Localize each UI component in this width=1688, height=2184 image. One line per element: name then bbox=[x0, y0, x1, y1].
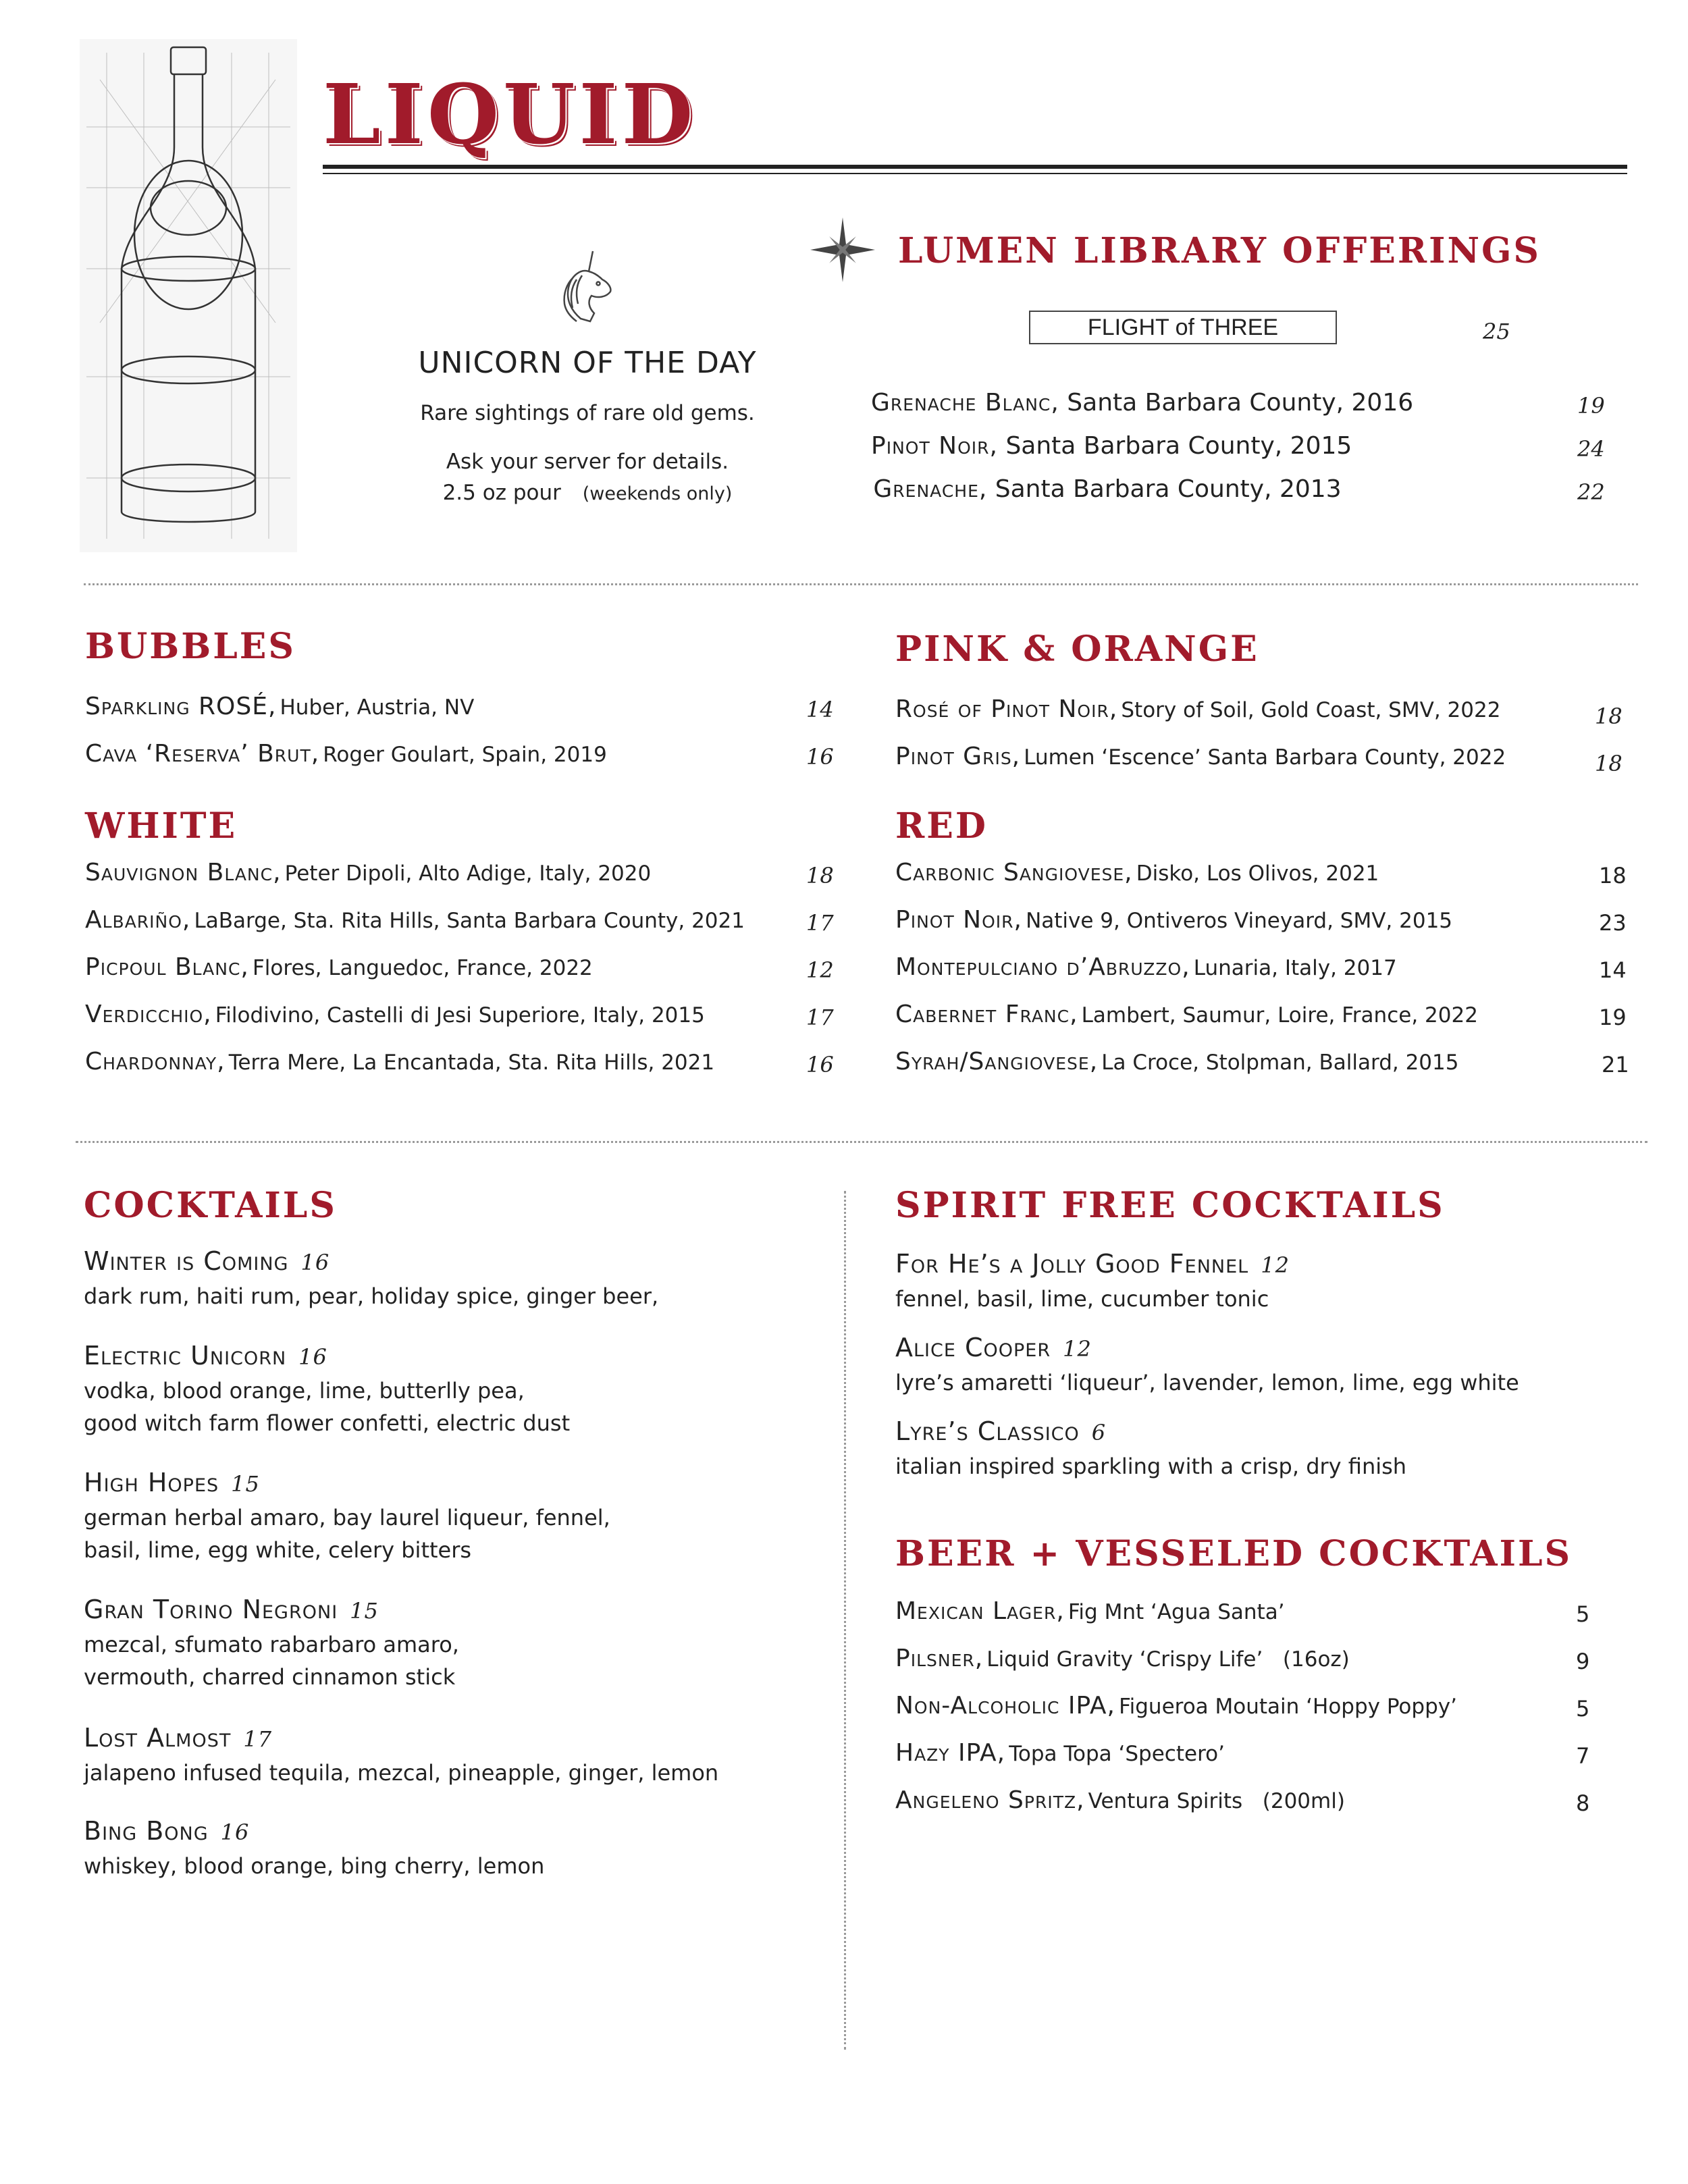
menu-item bbox=[85, 1001, 705, 1028]
item-name: Cabernet Franc, bbox=[895, 1001, 1078, 1028]
cocktail-description: good witch farm flower confetti, electric dust bbox=[84, 1410, 571, 1436]
item-name: Non-Alcoholic IPA, bbox=[895, 1692, 1115, 1720]
menu-item bbox=[895, 1048, 1458, 1075]
cocktail-title: High Hopes bbox=[84, 1468, 219, 1497]
cocktail-price: 15 bbox=[231, 1471, 260, 1497]
item-price: 14 bbox=[1599, 957, 1627, 983]
item-detail: Lunaria, Italy, 2017 bbox=[1193, 956, 1397, 980]
item-name: Chardonnay, bbox=[85, 1048, 226, 1075]
item-detail: Topa Topa ‘Spectero’ bbox=[1009, 1742, 1225, 1766]
cocktail-price: 17 bbox=[243, 1726, 273, 1752]
divider-middle bbox=[76, 1141, 1647, 1143]
item-name: Sauvignon Blanc, bbox=[85, 859, 282, 886]
flight-of-three-box: FLIGHT of THREE bbox=[1029, 311, 1337, 344]
menu-item bbox=[895, 743, 1506, 770]
menu-item bbox=[85, 906, 745, 934]
item-detail: Fig Mnt ‘Agua Santa’ bbox=[1067, 1600, 1285, 1624]
cocktail-title: Lost Almost bbox=[84, 1723, 232, 1753]
menu-item bbox=[895, 859, 1379, 886]
item-detail: Liquid Gravity ‘Crispy Life’ (16oz) bbox=[986, 1647, 1350, 1672]
cocktail-name bbox=[84, 1341, 327, 1370]
spirit-free-title: SPIRIT FREE COCKTAILS bbox=[895, 1185, 1445, 1226]
item-price: 9 bbox=[1576, 1649, 1590, 1674]
unicorn-description: Rare sightings of rare old gems. bbox=[420, 401, 755, 425]
item-detail: LaBarge, Sta. Rita Hills, Santa Barbara County, 2021 bbox=[194, 909, 745, 933]
lumen-item-price: 19 bbox=[1577, 393, 1605, 419]
item-name: Angeleno Spritz, bbox=[895, 1786, 1085, 1814]
menu-item bbox=[895, 1645, 1350, 1672]
bubbles-title: BUBBLES bbox=[85, 626, 296, 667]
cocktail-title: Electric Unicorn bbox=[84, 1341, 287, 1370]
item-name: Montepulciano d’Abruzzo, bbox=[895, 953, 1190, 981]
cocktails-title: COCKTAILS bbox=[84, 1185, 337, 1226]
item-name: Carbonic Sangiovese, bbox=[895, 859, 1133, 886]
title-rule-thick bbox=[323, 165, 1627, 169]
item-detail: Figueroa Moutain ‘Hoppy Poppy’ bbox=[1119, 1695, 1457, 1719]
unicorn-pour-line bbox=[378, 481, 797, 505]
cocktail-title: Bing Bong bbox=[84, 1816, 209, 1846]
cocktail-description: vodka, blood orange, lime, butterlly pea, bbox=[84, 1378, 525, 1404]
page-title: LIQUID bbox=[323, 65, 697, 163]
lumen-item-detail: Santa Barbara County, 2013 bbox=[995, 475, 1342, 503]
red-title: RED bbox=[895, 805, 988, 847]
item-price: 18 bbox=[1595, 703, 1623, 729]
item-detail: Flores, Languedoc, France, 2022 bbox=[252, 956, 593, 980]
cocktail-description: german herbal amaro, bay laurel liqueur, fennel, bbox=[84, 1505, 610, 1530]
item-detail: Lumen ‘Escence’ Santa Barbara County, 2022 bbox=[1024, 745, 1506, 770]
divider-vertical bbox=[844, 1191, 846, 2050]
item-price: 18 bbox=[806, 863, 834, 888]
item-detail: Filodivino, Castelli di Jesi Superiore, Italy, 2015 bbox=[215, 1003, 705, 1028]
cocktail-price: 6 bbox=[1091, 1420, 1107, 1445]
menu-item bbox=[895, 695, 1500, 723]
lumen-item bbox=[871, 389, 1414, 417]
lumen-item-name: Grenache, bbox=[873, 475, 988, 503]
lumen-item-detail: Santa Barbara County, 2016 bbox=[1067, 389, 1414, 417]
cocktail-price: 16 bbox=[300, 1250, 330, 1275]
unicorn-of-the-day-title: UNICORN OF THE DAY bbox=[418, 346, 757, 380]
item-price: 16 bbox=[806, 1052, 834, 1077]
white-title: WHITE bbox=[85, 805, 238, 847]
lumen-item bbox=[871, 432, 1352, 460]
menu-item bbox=[895, 1001, 1478, 1028]
cocktail-price: 12 bbox=[1261, 1252, 1290, 1278]
menu-item bbox=[895, 953, 1397, 981]
menu-item bbox=[895, 1597, 1285, 1625]
cocktail-description: lyre’s amaretti ‘liqueur’, lavender, lemon, lime, egg white bbox=[895, 1370, 1519, 1395]
cocktail-title: Gran Torino Negroni bbox=[84, 1595, 338, 1624]
cocktail-title: Alice Cooper bbox=[895, 1333, 1051, 1362]
item-price: 19 bbox=[1599, 1005, 1627, 1030]
item-price: 7 bbox=[1576, 1743, 1590, 1769]
lumen-item bbox=[871, 475, 1344, 503]
item-price: 17 bbox=[806, 1005, 834, 1030]
lumen-library-title: LUMEN LIBRARY OFFERINGS bbox=[898, 230, 1541, 271]
cocktail-description: italian inspired sparkling with a crisp, dry finish bbox=[895, 1454, 1407, 1479]
cocktail-name bbox=[84, 1246, 329, 1276]
menu-item bbox=[895, 1692, 1457, 1720]
cocktail-title: Lyre’s Classico bbox=[895, 1416, 1080, 1446]
lumen-item-name: Pinot Noir, bbox=[871, 432, 998, 460]
item-price: 23 bbox=[1599, 910, 1627, 936]
cocktail-description: fennel, basil, lime, cucumber tonic bbox=[895, 1286, 1269, 1312]
bottle-sketch-icon bbox=[80, 39, 297, 552]
cocktail-title: Winter is Coming bbox=[84, 1246, 289, 1276]
menu-item bbox=[85, 740, 607, 768]
cocktail-price: 15 bbox=[350, 1598, 379, 1624]
cocktail-name bbox=[895, 1333, 1092, 1362]
menu-item bbox=[895, 1786, 1345, 1814]
item-name: Mexican Lager, bbox=[895, 1597, 1065, 1625]
cocktail-title: For He’s a Jolly Good Fennel bbox=[895, 1249, 1249, 1279]
item-name: Pilsner, bbox=[895, 1645, 984, 1672]
flight-price: 25 bbox=[1483, 319, 1510, 344]
item-price: 5 bbox=[1576, 1696, 1590, 1722]
item-price: 21 bbox=[1602, 1052, 1629, 1077]
item-price: 5 bbox=[1576, 1601, 1590, 1627]
beer-vesseled-title: BEER + VESSELED COCKTAILS bbox=[895, 1533, 1573, 1574]
item-name: Pinot Noir, bbox=[895, 906, 1022, 934]
pink-orange-title: PINK & ORANGE bbox=[895, 629, 1259, 670]
title-rule-thin bbox=[323, 173, 1627, 174]
cocktail-name bbox=[895, 1249, 1290, 1279]
cocktail-name bbox=[84, 1468, 260, 1497]
lumen-item-name: Grenache Blanc, bbox=[871, 389, 1059, 417]
bottle-sketch-illustration bbox=[80, 39, 297, 552]
item-detail: Native 9, Ontiveros Vineyard, SMV, 2015 bbox=[1026, 909, 1453, 933]
item-name: Picpoul Blanc, bbox=[85, 953, 249, 981]
item-price: 14 bbox=[806, 697, 834, 722]
item-name: Hazy IPA, bbox=[895, 1739, 1006, 1767]
cocktail-name bbox=[84, 1816, 249, 1846]
cocktail-description: vermouth, charred cinnamon stick bbox=[84, 1664, 456, 1690]
item-price: 18 bbox=[1595, 751, 1623, 776]
item-detail: La Croce, Stolpman, Ballard, 2015 bbox=[1101, 1050, 1459, 1075]
star-icon bbox=[810, 217, 875, 282]
item-detail: Disko, Los Olivos, 2021 bbox=[1136, 861, 1379, 886]
cocktail-description: jalapeno infused tequila, mezcal, pineapple, ginger, lemon bbox=[84, 1760, 719, 1786]
unicorn-server-note: Ask your server for details. bbox=[446, 450, 729, 474]
cocktail-name bbox=[84, 1723, 272, 1753]
item-detail: Peter Dipoli, Alto Adige, Italy, 2020 bbox=[284, 861, 652, 886]
item-name: Pinot Gris, bbox=[895, 743, 1021, 770]
item-name: Rosé of Pinot Noir, bbox=[895, 695, 1118, 723]
cocktail-description: basil, lime, egg white, celery bitters bbox=[84, 1537, 472, 1563]
lumen-item-price: 22 bbox=[1577, 479, 1605, 505]
menu-item bbox=[85, 859, 651, 886]
cocktail-description: dark rum, haiti rum, pear, holiday spice, ginger beer, bbox=[84, 1283, 659, 1309]
menu-item bbox=[895, 1739, 1225, 1767]
item-name: Verdicchio, bbox=[85, 1001, 212, 1028]
menu-item bbox=[85, 953, 593, 981]
menu-item bbox=[895, 906, 1452, 934]
item-detail: Story of Soil, Gold Coast, SMV, 2022 bbox=[1121, 698, 1501, 722]
item-name: Cava ‘Reserva’ Brut, bbox=[85, 740, 320, 768]
item-detail: Lambert, Saumur, Loire, France, 2022 bbox=[1081, 1003, 1478, 1028]
item-price: 17 bbox=[806, 910, 834, 936]
cocktail-description: whiskey, blood orange, bing cherry, lemon bbox=[84, 1853, 545, 1879]
item-detail: Terra Mere, La Encantada, Sta. Rita Hills, 2021 bbox=[228, 1050, 715, 1075]
cocktail-description: mezcal, sfumato rabarbaro amaro, bbox=[84, 1632, 459, 1657]
item-name: Syrah/Sangiovese, bbox=[895, 1048, 1099, 1075]
menu-item bbox=[85, 693, 474, 720]
item-price: 8 bbox=[1576, 1790, 1590, 1816]
item-price: 18 bbox=[1599, 863, 1627, 888]
menu-item bbox=[85, 1048, 714, 1075]
item-detail: Ventura Spirits (200ml) bbox=[1088, 1789, 1345, 1813]
cocktail-price: 16 bbox=[298, 1344, 327, 1370]
item-name: Albariño, bbox=[85, 906, 191, 934]
cocktail-price: 16 bbox=[220, 1819, 250, 1845]
unicorn-weekends-note: (weekends only) bbox=[582, 483, 733, 504]
cocktail-name bbox=[895, 1416, 1106, 1446]
item-price: 12 bbox=[806, 957, 834, 983]
unicorn-icon bbox=[554, 248, 618, 324]
lumen-item-price: 24 bbox=[1577, 436, 1605, 462]
item-detail: Roger Goulart, Spain, 2019 bbox=[323, 743, 607, 767]
item-price: 16 bbox=[806, 744, 834, 770]
unicorn-pour: 2.5 oz pour bbox=[442, 481, 561, 505]
item-name: Sparkling ROSÉ, bbox=[85, 693, 277, 720]
cocktail-name bbox=[84, 1595, 379, 1624]
item-detail: Huber, Austria, NV bbox=[280, 695, 475, 720]
lumen-item-detail: Santa Barbara County, 2015 bbox=[1005, 432, 1352, 460]
divider-top bbox=[84, 583, 1638, 585]
cocktail-price: 12 bbox=[1063, 1336, 1092, 1362]
